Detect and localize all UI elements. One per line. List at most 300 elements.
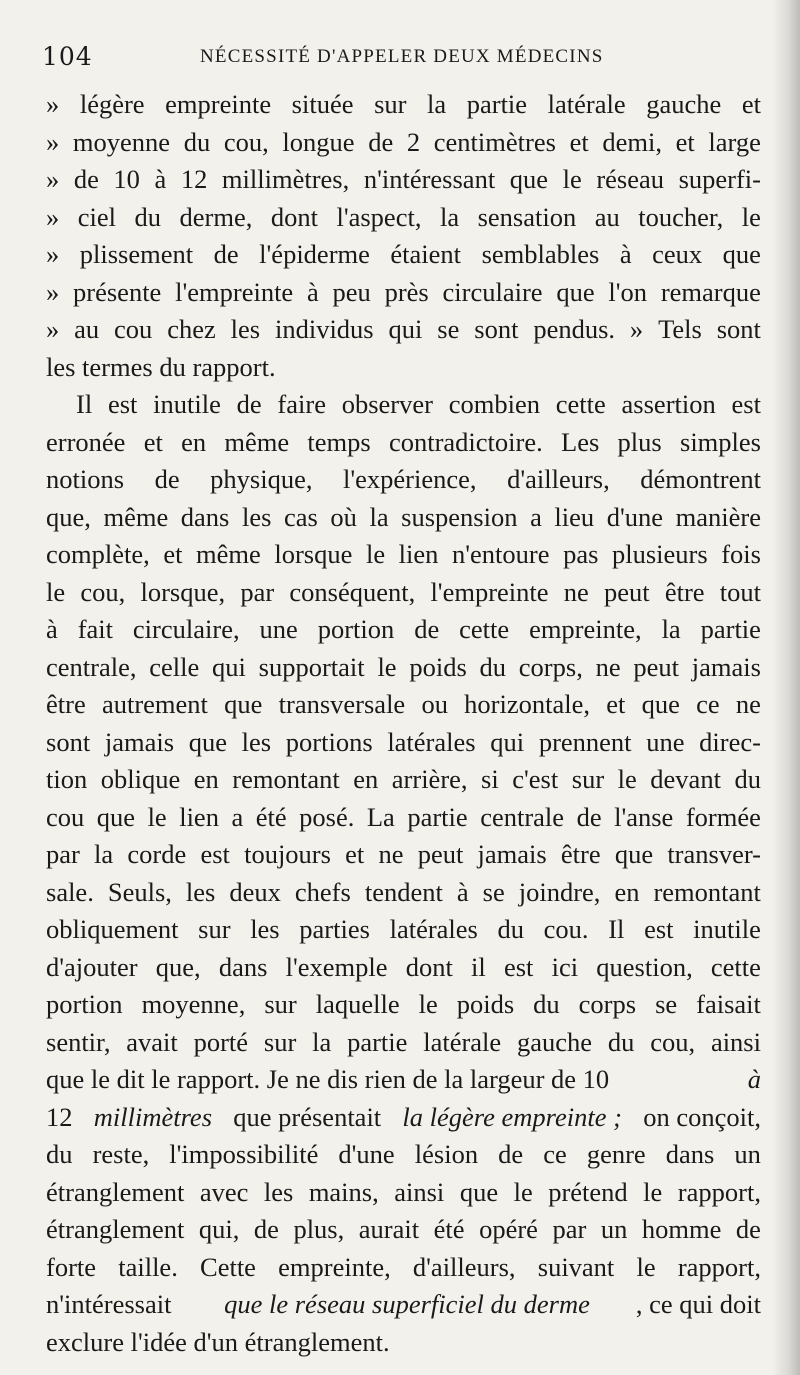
text-word: cette — [710, 951, 761, 982]
text-segment: les termes du rapport. — [46, 351, 276, 382]
text-word: centrale — [480, 801, 565, 832]
text-word: ici — [551, 951, 579, 982]
text-word: du — [134, 201, 161, 232]
text-word: semblables — [481, 239, 600, 269]
text-word: de — [498, 1139, 524, 1169]
text-word: étranglement — [46, 1176, 185, 1207]
text-word: remarque — [660, 276, 761, 307]
text-word: cas — [283, 501, 318, 532]
text-word: les — [241, 726, 272, 757]
text-word: centimètres — [433, 126, 556, 157]
text-word: à — [154, 164, 167, 194]
text-word: corps — [578, 989, 637, 1019]
text-word: de — [213, 239, 239, 269]
text-word: cou, — [650, 1026, 696, 1057]
text-word: de — [73, 164, 99, 194]
text-word: jamais — [691, 651, 761, 682]
text-word: de — [735, 1214, 761, 1244]
text-word: combien — [448, 389, 540, 419]
text-line — [46, 1099, 761, 1137]
text-word: » — [46, 239, 60, 269]
text-word: en — [181, 426, 207, 457]
text-word: assertion — [621, 389, 716, 419]
text-line — [46, 724, 761, 762]
text-word: notions — [46, 464, 125, 494]
text-word: dont — [405, 951, 453, 982]
text-word: moyenne — [72, 126, 171, 157]
text-word: gauche — [646, 89, 722, 119]
text-word: la — [439, 201, 460, 232]
text-word: lorsque — [274, 539, 353, 569]
text-word: sont — [474, 314, 519, 344]
text-word: un — [734, 1139, 761, 1169]
text-word: latérales — [387, 726, 476, 757]
text-word: 12 — [180, 164, 208, 194]
text-word: tendent — [364, 876, 443, 907]
text-word: chez — [167, 314, 216, 344]
text-word: suspension — [401, 501, 518, 532]
text-word: suivant — [537, 1251, 615, 1282]
text-word: jamais — [477, 839, 547, 869]
text-word: inutile — [693, 914, 761, 944]
text-word: à — [619, 239, 632, 269]
text-word: poids — [456, 989, 515, 1019]
text-line — [46, 161, 761, 199]
text-word: remontant — [232, 764, 340, 794]
text-word: prennent — [538, 726, 632, 757]
text-word: avec — [199, 1176, 249, 1207]
text-line — [46, 1061, 761, 1099]
text-word: le — [643, 1176, 663, 1207]
text-word: corde — [127, 839, 187, 869]
text-word: que — [722, 239, 761, 269]
text-word: qui — [388, 314, 423, 344]
text-word: latérale — [423, 1026, 502, 1057]
text-word: peu — [332, 276, 371, 307]
text-word: Cette — [200, 1251, 256, 1282]
text-word: rapport, — [677, 1251, 761, 1282]
text-word: pendus. — [533, 314, 616, 344]
text-word: portion — [317, 614, 395, 644]
text-word: réseau — [596, 164, 664, 194]
text-word: Seuls, — [107, 876, 172, 907]
text-line — [46, 649, 761, 687]
text-line — [46, 1324, 761, 1362]
text-word: 10 — [113, 164, 140, 194]
text-line — [46, 1211, 761, 1249]
text-word: l'on — [608, 276, 648, 307]
text-word: le — [513, 1176, 533, 1207]
text-line — [46, 986, 761, 1024]
text-word: et — [345, 839, 365, 869]
text-word: cou — [114, 314, 153, 344]
text-word: sale. — [46, 876, 94, 907]
text-word: que — [96, 801, 136, 832]
text-word: jamais — [104, 726, 175, 757]
text-word: La — [366, 801, 395, 832]
text-word: et — [606, 689, 626, 719]
text-line — [46, 1249, 761, 1287]
text-word: question, — [596, 951, 693, 982]
text-word: posé. — [299, 801, 355, 832]
text-word: latérale — [547, 89, 626, 119]
text-word: près — [384, 276, 429, 307]
text-word: mains, — [308, 1176, 379, 1207]
text-word: supportait — [258, 651, 365, 682]
text-word: a — [231, 801, 244, 832]
text-word: » — [629, 314, 644, 344]
text-word: l'exemple — [285, 951, 388, 982]
text-word: le — [741, 201, 761, 232]
text-word: se — [482, 876, 505, 907]
text-word: devant — [650, 764, 721, 794]
text-word: gauche — [517, 1026, 593, 1057]
text-word: étaient — [390, 239, 462, 269]
text-word: l'anse — [614, 801, 674, 832]
text-word: Il — [76, 389, 93, 419]
text-word: Les — [561, 426, 600, 457]
text-word: sont — [46, 726, 91, 757]
text-word: ainsi — [710, 1026, 761, 1057]
text-line — [46, 1286, 761, 1324]
text-word: empreinte, — [278, 1251, 391, 1282]
text-line — [46, 686, 761, 724]
text-word: fois — [721, 539, 761, 569]
text-word: aurait — [358, 1214, 420, 1244]
text-word: une — [646, 726, 685, 757]
text-word: plusieurs — [611, 539, 708, 569]
text-word: même — [224, 426, 290, 457]
text-word: située — [291, 89, 354, 119]
text-word: lésion — [414, 1139, 479, 1169]
text-word: que — [188, 726, 227, 757]
text-word: homme — [641, 1214, 722, 1244]
text-word: que — [556, 276, 595, 307]
text-word: au — [594, 201, 620, 232]
text-word: formée — [685, 801, 761, 832]
text-word: dans — [218, 951, 268, 982]
text-segment: que le dit le rapport. Je ne dis rien de la largeur de 10 — [46, 1064, 616, 1094]
text-line — [46, 1024, 761, 1062]
text-line — [46, 836, 761, 874]
text-word: à — [46, 614, 58, 644]
text-word: sur — [263, 1026, 297, 1057]
text-word: l'expérience, — [343, 464, 477, 494]
text-word: » — [46, 126, 60, 157]
text-line — [46, 311, 761, 349]
text-word: fait — [77, 614, 113, 644]
text-word: cou, — [80, 576, 126, 607]
text-line — [46, 874, 761, 912]
text-word: temps — [307, 426, 371, 457]
text-word: joindre, — [518, 876, 601, 907]
text-segment: , ce qui doit — [635, 1289, 761, 1319]
text-word: porté — [193, 1026, 249, 1057]
body-text — [46, 86, 761, 1361]
text-word: être — [560, 839, 601, 869]
text-word: faisait — [696, 989, 761, 1019]
text-word: et — [143, 426, 163, 457]
text-word: les — [263, 1176, 294, 1207]
text-word: transversale — [278, 689, 406, 719]
text-word: peut — [417, 839, 464, 869]
text-word: ce — [543, 1139, 567, 1169]
text-word: en — [193, 764, 219, 794]
text-word: superfi- — [678, 164, 761, 194]
text-word: même — [196, 539, 261, 569]
text-word: être — [664, 576, 705, 607]
text-word: » — [46, 314, 60, 344]
text-line — [46, 461, 761, 499]
text-word: a — [530, 501, 542, 532]
text-word: celle — [149, 651, 200, 682]
text-word: genre — [586, 1139, 646, 1169]
text-word: le — [46, 576, 66, 607]
text-word: du — [607, 1026, 635, 1057]
text-word: étranglement — [46, 1214, 185, 1244]
text-word: ciel — [77, 201, 116, 232]
text-word: la — [661, 614, 681, 644]
text-word: obliquement — [46, 914, 179, 944]
text-word: ou — [421, 689, 448, 719]
text-line — [46, 236, 761, 274]
text-word: chefs — [294, 876, 351, 907]
text-word: de — [414, 614, 440, 644]
text-word: la — [369, 501, 389, 532]
text-word: poids — [409, 651, 467, 682]
text-word: d'une — [606, 501, 664, 532]
text-word: partie — [700, 614, 761, 644]
page-gutter-shadow — [772, 0, 800, 1375]
italic-text-segment: à — [747, 1064, 761, 1094]
text-word: le — [147, 801, 167, 832]
text-word: sur — [198, 914, 231, 944]
text-word: avait — [126, 1026, 178, 1057]
text-word: sont — [716, 314, 761, 344]
text-word: été — [255, 801, 287, 832]
text-word: horizontale, — [464, 689, 590, 719]
text-word: sur — [374, 89, 407, 119]
text-word: portions — [285, 726, 373, 757]
text-word: et — [569, 126, 589, 157]
text-word: empreinte, — [529, 614, 642, 644]
text-word: être — [46, 689, 86, 719]
text-word: à — [306, 276, 319, 307]
text-word: » — [46, 89, 60, 119]
text-line — [46, 499, 761, 537]
text-line — [46, 1174, 761, 1212]
text-word: moyenne, — [141, 989, 246, 1019]
text-word: en — [614, 876, 640, 907]
text-line — [46, 949, 761, 987]
text-line — [46, 349, 761, 387]
text-word: remontant — [653, 876, 761, 907]
text-word: plissement — [79, 239, 194, 269]
text-word: d'une — [338, 1139, 395, 1169]
text-word: toujours — [244, 839, 331, 869]
text-word: le — [636, 1251, 656, 1282]
text-word: laquelle — [315, 989, 400, 1019]
text-word: Tels — [658, 314, 702, 344]
text-word: deux — [229, 876, 281, 907]
text-word: il — [471, 951, 486, 982]
text-word: est — [503, 951, 534, 982]
text-word: que — [614, 839, 654, 869]
text-line — [46, 536, 761, 574]
text-word: d'ailleurs, — [507, 464, 610, 494]
text-word: large — [708, 126, 761, 157]
text-word: ne — [735, 689, 761, 719]
text-word: du — [46, 1139, 73, 1169]
text-word: qui — [490, 726, 525, 757]
text-segment: exclure l'idée d'un étranglement. — [46, 1326, 390, 1357]
text-word: individus — [274, 314, 374, 344]
text-word: est — [200, 839, 230, 869]
text-word: empreinte — [165, 89, 272, 119]
text-word: direc- — [699, 726, 761, 757]
text-word: ceux — [652, 239, 703, 269]
text-word: c'est — [512, 764, 559, 794]
text-word: oblique — [100, 764, 181, 794]
text-word: et — [675, 126, 695, 157]
text-line — [46, 1136, 761, 1174]
text-word: un — [600, 1214, 628, 1244]
text-word: les — [241, 501, 272, 532]
text-word: physique, — [210, 464, 313, 494]
text-word: par — [240, 576, 275, 607]
text-word: est — [644, 914, 674, 944]
text-segment: 12 — [46, 1101, 80, 1132]
text-word: reste, — [92, 1139, 150, 1169]
text-segment: que présentait — [226, 1101, 388, 1132]
text-line — [46, 199, 761, 237]
text-word: sentir, — [46, 1026, 111, 1057]
text-word: légère — [79, 89, 145, 119]
text-word: arrière, — [391, 764, 468, 794]
text-word: manière — [675, 501, 761, 532]
text-word: cou. — [543, 914, 589, 944]
text-word: l'épiderme — [259, 239, 370, 269]
text-word: ce — [696, 689, 720, 719]
page-number: 104 — [42, 42, 93, 71]
text-line — [46, 761, 761, 799]
text-word: le — [377, 651, 397, 682]
text-word: ne — [378, 839, 404, 869]
text-word: partie — [347, 1026, 408, 1057]
text-word: complète, — [46, 539, 150, 569]
text-line — [46, 799, 761, 837]
text-word: » — [46, 276, 60, 307]
text-line — [46, 424, 761, 462]
text-word: par — [46, 839, 80, 869]
text-word: lieu — [554, 501, 595, 532]
text-word: dans — [665, 1139, 715, 1169]
text-word: pas — [563, 539, 599, 569]
text-word: démontrent — [640, 464, 761, 494]
text-word: longue — [282, 126, 355, 157]
text-word: tion — [46, 764, 88, 794]
text-line — [46, 124, 761, 162]
text-word: du — [533, 989, 560, 1019]
text-word: ne — [563, 576, 589, 607]
text-word: prétend — [548, 1176, 628, 1207]
text-word: du — [479, 651, 507, 682]
text-word: plus — [617, 426, 662, 457]
text-word: que — [641, 689, 680, 719]
text-word: au — [74, 314, 100, 344]
text-word: tout — [719, 576, 761, 607]
text-word: parties — [299, 914, 370, 944]
text-word: du — [183, 126, 211, 157]
text-word: l'impossibilité — [169, 1139, 319, 1169]
text-word: d'ajouter — [46, 951, 138, 982]
text-word: de — [368, 126, 394, 157]
text-word: demi, — [602, 126, 662, 157]
text-word: centrale, — [46, 651, 137, 682]
text-word: circulaire, — [132, 614, 240, 644]
text-word: lien — [179, 801, 219, 832]
text-word: latérales — [389, 914, 478, 944]
text-word: toucher, — [638, 201, 724, 232]
text-segment: n'intéressait — [46, 1289, 179, 1319]
text-word: la — [312, 1026, 332, 1057]
text-word: les — [250, 914, 280, 944]
text-word: les — [185, 876, 216, 907]
text-segment: on conçoit, — [636, 1101, 761, 1132]
text-word: conséquent, — [289, 576, 416, 607]
text-word: même — [103, 501, 169, 532]
text-word: est — [731, 389, 761, 419]
text-word: été — [433, 1214, 465, 1244]
text-word: n'intéressant — [363, 164, 496, 194]
italic-text-segment: millimètres — [93, 1101, 213, 1132]
italic-text-segment: la légère empreinte ; — [402, 1101, 622, 1132]
text-word: le — [617, 764, 637, 794]
text-word: se — [437, 314, 460, 344]
text-word: cou, — [223, 126, 269, 157]
text-word: n'entoure — [451, 539, 550, 569]
text-word: l'empreinte — [175, 276, 294, 307]
text-word: forte — [46, 1251, 97, 1282]
text-word: du — [497, 914, 525, 944]
text-word: en — [353, 764, 379, 794]
text-word: faire — [277, 389, 326, 419]
text-word: taille. — [118, 1251, 178, 1282]
text-word: lien — [398, 539, 439, 569]
text-line — [46, 274, 761, 312]
text-word: que, — [155, 951, 201, 982]
text-word: » — [46, 164, 60, 194]
text-word: qui — [212, 651, 246, 682]
text-word: si — [481, 764, 499, 794]
text-word: millimètres, — [221, 164, 350, 194]
text-word: une — [259, 614, 298, 644]
text-word: partie — [466, 89, 528, 119]
text-word: » — [46, 201, 60, 232]
text-word: cette — [459, 614, 510, 644]
text-word: opéré — [479, 1214, 538, 1244]
text-word: et — [163, 539, 183, 569]
text-word: par — [552, 1214, 587, 1244]
text-word: l'aspect, — [336, 201, 422, 232]
text-word: Il — [608, 914, 625, 944]
text-word: lorsque, — [140, 576, 226, 607]
text-line — [46, 911, 761, 949]
text-word: les — [230, 314, 261, 344]
text-word: à — [456, 876, 469, 907]
text-word: simples — [680, 426, 761, 457]
text-word: où — [330, 501, 357, 532]
